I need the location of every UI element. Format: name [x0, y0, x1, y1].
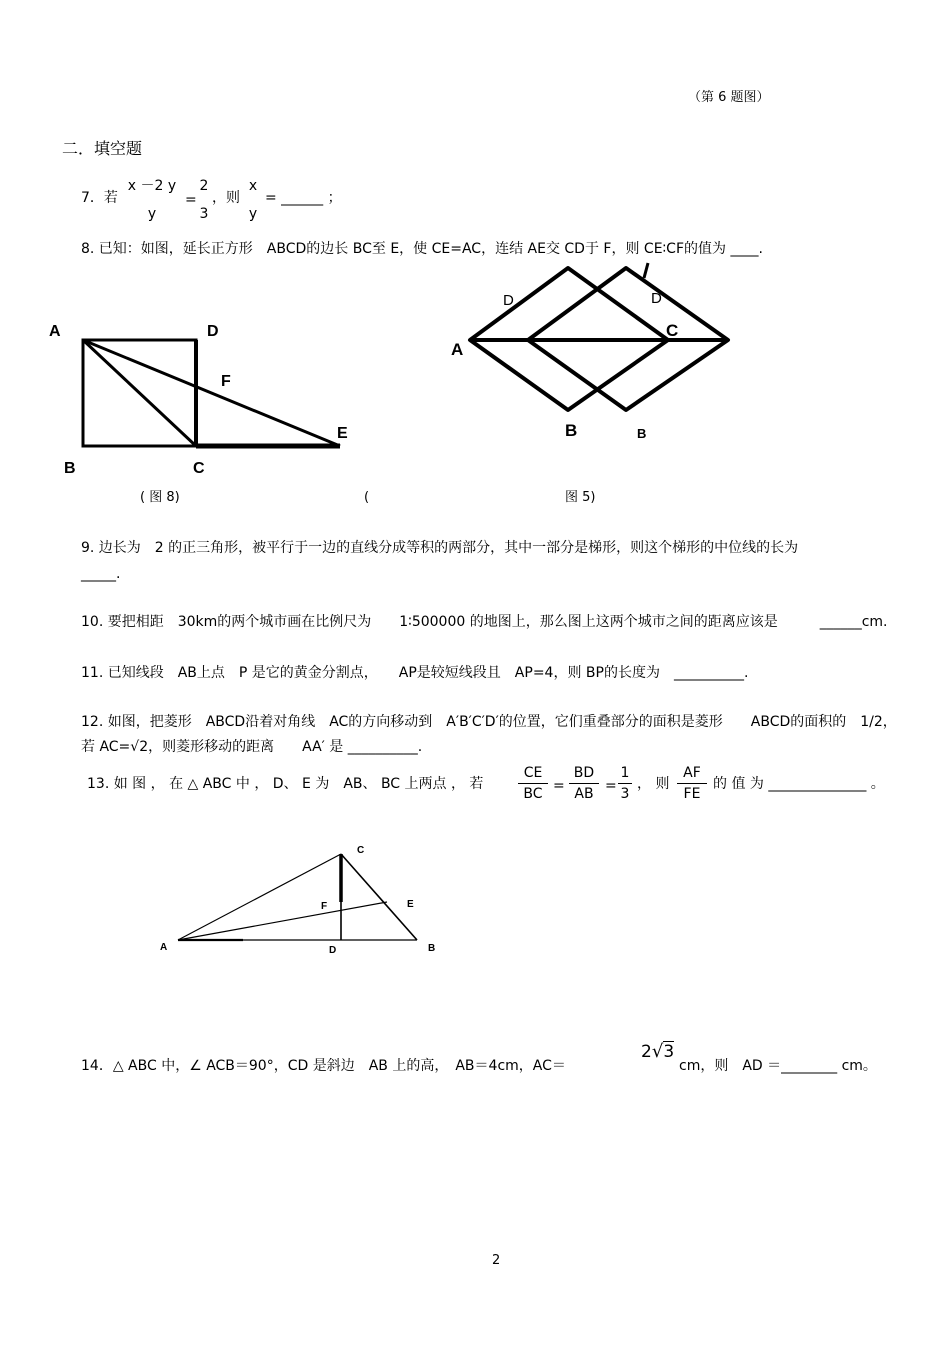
- q13-eq-1: =: [553, 778, 565, 794]
- figure-8-caption: ( 图 8): [140, 490, 180, 505]
- q13-fraction-af-fe: [677, 765, 707, 802]
- fig13-side-ac: [178, 854, 341, 940]
- q14-sqrt-coef: 2: [641, 1042, 652, 1062]
- q13-f1-num: CE: [523, 765, 543, 781]
- q7-equals: =: [185, 192, 197, 208]
- page-number: 2: [492, 1253, 501, 1268]
- q7-frac2-num: 2: [199, 178, 209, 194]
- question-9-line-2: _____.: [81, 566, 121, 582]
- q13-fraction-bd-ab: [569, 765, 599, 802]
- fig13-label-e: E: [407, 899, 414, 910]
- question-12-line-1: 12. 如图，把菱形 ABCD沿着对角线 AC的方向移动到 A′B′C′D′的位置，它们重叠部分的面积是菱形 ABCD的面积的 1/2，: [81, 714, 897, 730]
- fig13-label-b: B: [428, 943, 436, 954]
- fig13-label-d: D: [329, 945, 337, 956]
- q13-f3-den: 3: [620, 786, 630, 802]
- fig13-label-a: A: [160, 942, 168, 953]
- fig5-label-d-prime: D: [651, 290, 662, 307]
- q14-text-1: 14．△ ABC 中，∠ ACB＝90°，CD 是斜边 AB 上的高， AB＝4cm，AC＝: [81, 1058, 566, 1074]
- q14-sqrt-expression: 2√3: [641, 1041, 675, 1062]
- q13-fraction-ce-bc: [518, 765, 548, 802]
- q14-sqrt-radicand: 3: [663, 1042, 675, 1062]
- q7-frac3-num: x: [248, 178, 258, 194]
- q13-fraction-one-third: [618, 765, 632, 802]
- fig5-label-b-prime: B: [637, 426, 647, 441]
- question-11: 11. 已知线段 AB上点 P 是它的黄金分割点， AP是较短线段且 AP=4，则 BP的长度为 __________.: [81, 665, 749, 681]
- figure-13: [155, 840, 455, 990]
- q13-f3-bar: [618, 783, 632, 784]
- fig13-label-c: C: [357, 845, 365, 856]
- question-8: 8. 已知：如图，延长正方形 ABCD的边长 BC至 E，使 CE=AC，连结 AE交 CD于 F，则 CE∶CF的值为 ____.: [81, 241, 763, 257]
- q13-prefix: 13. 如 图 ， 在 △ ABC 中 ， D、 E 为 AB、 BC 上两点 ， 若: [87, 776, 484, 792]
- q7-prefix: 7．若: [81, 190, 118, 206]
- q13-f4-bar: [677, 783, 707, 784]
- q13-f3-num: 1: [620, 765, 630, 781]
- fig8-diagonal-ac: [83, 340, 196, 446]
- q7-frac1-den: y: [147, 206, 157, 222]
- q7-fraction-3: [246, 178, 260, 222]
- fig5-label-b: B: [565, 421, 578, 440]
- figure-5-paren: (: [364, 490, 370, 505]
- q13-eq-2: =: [605, 778, 617, 794]
- q7-frac3-den: y: [248, 206, 258, 222]
- question-10: 10. 要把相距 30km的两个城市画在比例尺为 1∶500000 的地图上，那么图上这两个城市之间的距离应该是 ______cm.: [81, 614, 888, 630]
- q13-f2-bar: [569, 783, 599, 784]
- section-title: 二．填空题: [62, 139, 143, 158]
- q13-f1-den: BC: [523, 786, 543, 802]
- q14-text-2: cm，则 AD ＝________ cm。: [679, 1058, 877, 1074]
- fig8-label-e: E: [337, 425, 348, 442]
- q7-suffix: = ______ ；: [265, 190, 342, 206]
- fig13-segment-ae: [178, 902, 387, 940]
- q13-suffix: 的 值 为 ______________ 。: [713, 776, 885, 792]
- figure-8: [40, 315, 400, 495]
- fig8-label-a: A: [49, 323, 61, 340]
- fig8-label-f: F: [221, 373, 231, 390]
- figure-5-caption: 图 5): [565, 490, 596, 505]
- q13-then: ， 则: [637, 776, 670, 792]
- q13-f1-bar: [518, 783, 548, 784]
- q7-mid: ，则: [212, 190, 240, 206]
- fig5-label-a: A: [451, 340, 464, 359]
- figure-6-caption: （第 6 题图）: [688, 90, 770, 105]
- q13-f4-num: AF: [683, 765, 701, 781]
- figure-5: [448, 258, 748, 441]
- fig8-line-ae: [83, 340, 340, 446]
- q7-frac2-den: 3: [199, 206, 209, 222]
- fig5-prime-mark: [644, 263, 648, 278]
- fig8-label-c: C: [193, 460, 205, 477]
- q13-f2-num: BD: [573, 765, 595, 781]
- q7-fraction-1: [126, 178, 178, 222]
- question-12-line-2: 若 AC=√2，则菱形移动的距离 AA′ 是 __________.: [81, 739, 423, 755]
- fig8-label-d: D: [207, 323, 219, 340]
- q13-f2-den: AB: [574, 786, 594, 802]
- fig5-label-d: D: [503, 292, 514, 309]
- q13-f4-den: FE: [683, 786, 701, 802]
- fig5-label-c: C: [666, 321, 679, 340]
- fig13-label-f: F: [321, 901, 328, 912]
- fig13-side-bc: [341, 854, 417, 940]
- q7-frac1-num: x －2 y: [127, 178, 177, 194]
- fig8-label-b: B: [64, 460, 76, 477]
- q7-fraction-2: [196, 178, 212, 222]
- question-9-line-1: 9. 边长为 2 的正三角形，被平行于一边的直线分成等积的两部分，其中一部分是梯形，则这个梯形的中位线的长为: [81, 540, 799, 556]
